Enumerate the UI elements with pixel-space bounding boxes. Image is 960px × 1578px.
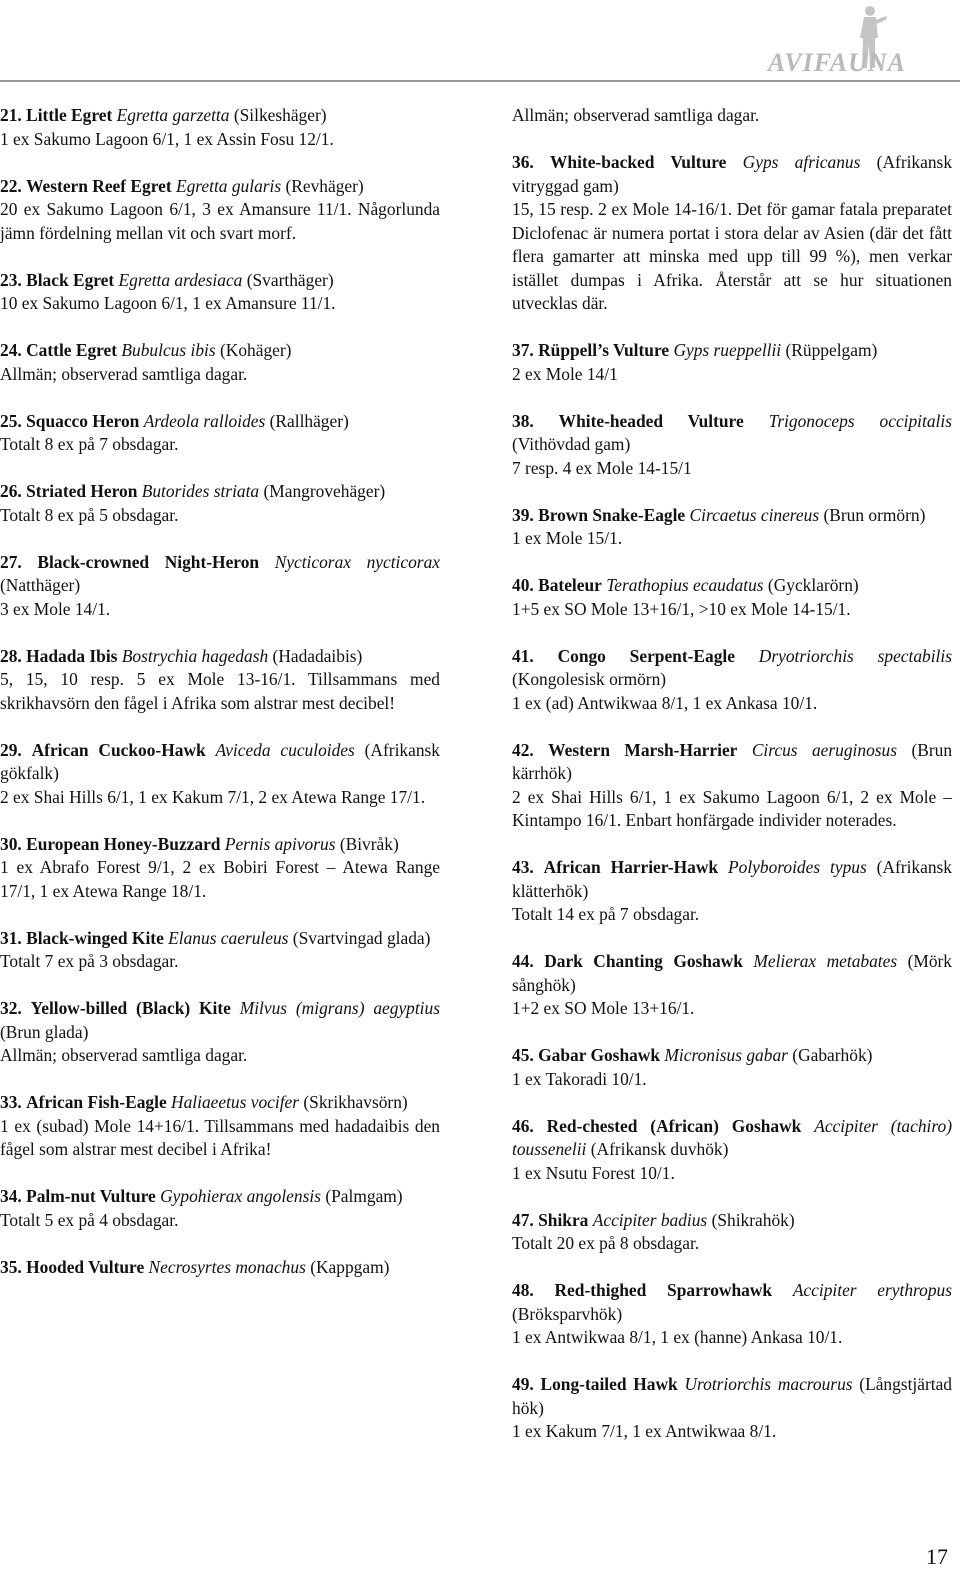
species-entry <box>512 574 952 621</box>
species-heading <box>0 339 440 363</box>
species-entry <box>0 997 440 1068</box>
species-number: 47. <box>512 1209 534 1230</box>
species-entry <box>512 504 952 551</box>
observation-text: Totalt 8 ex på 7 obsdagar. <box>0 434 179 454</box>
swedish-name: (Bivråk) <box>339 833 399 854</box>
observation-text: 1 ex Nsutu Forest 10/1. <box>512 1162 675 1183</box>
species-number: 46. <box>512 1115 534 1136</box>
observation-text: 5, 15, 10 resp. 5 ex Mole 13-16/1. Tillsammans med skrikhavsörn den fågel i Afrika som alstrar mest decibel! <box>0 669 440 713</box>
species-number: 26. <box>0 481 22 501</box>
species-number: 36. <box>512 152 534 172</box>
logo-text: AVIFAUNA <box>767 48 906 77</box>
english-name: Dark Chanting Goshawk <box>544 951 743 971</box>
english-name: Western Reef Egret <box>26 175 172 196</box>
species-number: 35. <box>0 1256 22 1277</box>
swedish-name: (Vithövdad gam) <box>512 434 631 454</box>
english-name: White-backed Vulture <box>550 152 727 172</box>
scientific-name: Butorides striata <box>141 481 260 501</box>
scientific-name: Gyps rueppellii <box>673 340 782 360</box>
observation-text: Totalt 8 ex på 5 obsdagar. <box>0 504 179 525</box>
swedish-name: (Gabarhök) <box>792 1045 873 1065</box>
species-heading <box>0 927 440 951</box>
species-number: 45. <box>512 1045 534 1065</box>
scientific-name: Micronisus gabar <box>664 1045 788 1065</box>
swedish-name: (Shikrahök) <box>711 1209 795 1230</box>
scientific-name: Egretta garzetta <box>116 105 230 125</box>
species-number: 22. <box>0 175 22 196</box>
observation-text: 1 ex Takoradi 10/1. <box>512 1068 647 1089</box>
species-entry <box>512 1115 952 1186</box>
english-name: Palm-nut Vulture <box>26 1186 156 1206</box>
english-name: Brown Snake-Eagle <box>538 504 686 525</box>
scientific-name: Dryotriorchis spectabilis <box>758 645 952 666</box>
species-heading <box>512 1373 952 1420</box>
swedish-name: (Silkeshäger) <box>233 105 327 125</box>
species-number: 32. <box>0 998 22 1018</box>
species-number: 21. <box>0 105 22 125</box>
species-heading <box>0 1091 440 1115</box>
species-entry <box>512 1279 952 1350</box>
observation-text: 15, 15 resp. 2 ex Mole 14-16/1. Det för gamar fatala preparatet Diclofenac är numera portat i stora delar av Asien (där det fått flera gamarter att minska med upp till 99 %), men verkar istället dumpas i Afrika. Återstår att se hur situationen utvecklas där. <box>512 199 952 313</box>
english-name: Bateleur <box>538 575 602 595</box>
species-heading <box>0 480 440 504</box>
species-number: 41. <box>512 645 534 666</box>
species-entry <box>512 151 952 316</box>
observation-text: 3 ex Mole 14/1. <box>0 598 111 619</box>
swedish-name: (Brun glada) <box>0 1021 89 1042</box>
species-heading <box>512 504 952 528</box>
species-entry <box>0 927 440 974</box>
scientific-name: Gypohierax angolensis <box>160 1186 321 1206</box>
english-name: Congo Serpent-Eagle <box>557 645 735 666</box>
scientific-name: Polyboroides typus <box>728 857 867 877</box>
species-entry <box>0 551 440 622</box>
english-name: White-headed Vulture <box>558 410 744 431</box>
english-name: African Fish-Eagle <box>26 1092 167 1112</box>
species-heading <box>512 1115 952 1162</box>
observation-text: 1 ex Kakum 7/1, 1 ex Antwikwaa 8/1. <box>512 1421 777 1441</box>
english-name: Black-winged Kite <box>26 927 164 948</box>
swedish-name: (Afrikansk vitryggad gam) <box>512 152 953 196</box>
scientific-name: Pernis apivorus <box>224 833 336 854</box>
swedish-name: (Långstjärtad hök) <box>512 1374 952 1418</box>
species-number: 44. <box>512 951 534 971</box>
observation-text: Totalt 20 ex på 8 obsdagar. <box>512 1233 700 1253</box>
species-heading <box>0 833 440 857</box>
continued-entry <box>512 104 952 128</box>
scientific-name: Milvus (migrans) aegyptius <box>239 998 440 1018</box>
scientific-name: Terathopius ecaudatus <box>606 575 764 595</box>
observation-text: Allmän; observerad samtliga dagar. <box>0 363 248 384</box>
species-entry <box>512 739 952 833</box>
english-name: Hadada Ibis <box>26 645 118 666</box>
scientific-name: Ardeola ralloides <box>143 410 266 431</box>
swedish-name: (Skrikhavsörn) <box>303 1092 408 1112</box>
swedish-name: (Afrikansk klätterhök) <box>512 857 952 901</box>
scientific-name: Elanus caeruleus <box>168 927 289 948</box>
species-entry <box>0 1091 440 1162</box>
english-name: Red-thighed Sparrowhawk <box>554 1280 773 1300</box>
species-entry <box>512 410 952 481</box>
observation-text: 1+2 ex SO Mole 13+16/1. <box>512 998 695 1018</box>
english-name: Yellow-billed (Black) Kite <box>30 998 231 1018</box>
species-heading <box>0 104 440 128</box>
scientific-name: Aviceda cuculoides <box>215 739 355 760</box>
species-heading <box>512 574 952 598</box>
swedish-name: (Revhäger) <box>285 175 364 196</box>
observation-text: 1 ex (subad) Mole 14+16/1. Tillsammans med hadadaibis den fågel som alstrar mest decibel i Afrika! <box>0 1115 440 1159</box>
observation-text: 1 ex Abrafo Forest 9/1, 2 ex Bobiri Forest – Atewa Range 17/1, 1 ex Atewa Range 18/1. <box>0 857 440 901</box>
species-entry <box>0 269 440 316</box>
scientific-name: Urotriorchis macrourus <box>684 1374 853 1394</box>
species-entry <box>512 1373 952 1444</box>
species-entry <box>0 339 440 386</box>
species-heading <box>0 175 440 199</box>
observation-text: 2 ex Mole 14/1 <box>512 363 618 384</box>
species-entry <box>512 950 952 1021</box>
english-name: Gabar Goshawk <box>538 1045 661 1065</box>
observation-text: 1 ex Antwikwaa 8/1, 1 ex (hanne) Ankasa 10/1. <box>512 1327 843 1347</box>
scientific-name: Gyps africanus <box>742 152 861 172</box>
species-number: 48. <box>512 1280 534 1300</box>
species-entry <box>512 339 952 386</box>
scientific-name: Circaetus cinereus <box>689 504 820 525</box>
swedish-name: (Mangrovehäger) <box>263 481 386 501</box>
observation-text: 7 resp. 4 ex Mole 14-15/1 <box>512 457 692 478</box>
species-entry <box>512 645 952 716</box>
species-heading <box>0 551 440 598</box>
species-heading <box>0 739 440 786</box>
swedish-name: (Afrikansk gökfalk) <box>0 739 440 783</box>
species-number: 27. <box>0 551 22 572</box>
english-name: African Harrier-Hawk <box>543 857 719 877</box>
species-entry <box>0 104 440 151</box>
species-entry <box>0 645 440 716</box>
species-heading <box>0 410 440 434</box>
swedish-name: (Brun ormörn) <box>823 504 926 525</box>
species-number: 24. <box>0 340 22 360</box>
species-entry <box>0 480 440 527</box>
continuation-text: Allmän; observerad samtliga dagar. <box>512 105 760 125</box>
species-number: 25. <box>0 410 22 431</box>
scientific-name: Accipiter badius <box>592 1209 708 1230</box>
scientific-name: Melierax metabates <box>753 951 898 971</box>
species-heading <box>512 410 952 457</box>
species-number: 38. <box>512 410 534 431</box>
scientific-name: Haliaeetus vocifer <box>171 1092 300 1112</box>
observation-text: 1 ex Sakumo Lagoon 6/1, 1 ex Assin Fosu 12/1. <box>0 128 334 149</box>
english-name: Hooded Vulture <box>26 1256 145 1277</box>
species-heading <box>512 950 952 997</box>
species-number: 40. <box>512 575 534 595</box>
species-entry <box>0 175 440 246</box>
scientific-name: Nycticorax nycticorax <box>274 551 440 572</box>
header-rule <box>0 80 960 82</box>
species-heading <box>512 645 952 692</box>
species-number: 28. <box>0 645 22 666</box>
observation-text: 1+5 ex SO Mole 13+16/1, >10 ex Mole 14-15/1. <box>512 598 851 619</box>
english-name: Striated Heron <box>26 481 138 501</box>
species-number: 49. <box>512 1374 534 1394</box>
english-name: Long-tailed Hawk <box>540 1374 678 1394</box>
species-heading <box>0 1256 440 1280</box>
species-number: 33. <box>0 1092 22 1112</box>
english-name: Red-chested (African) Goshawk <box>546 1115 802 1136</box>
species-heading <box>512 1209 952 1233</box>
observation-text: 10 ex Sakumo Lagoon 6/1, 1 ex Amansure 11/1. <box>0 293 336 313</box>
swedish-name: (Palmgam) <box>325 1186 403 1206</box>
swedish-name: (Kongolesisk ormörn) <box>512 669 667 689</box>
observation-text: Totalt 5 ex på 4 obsdagar. <box>0 1209 179 1230</box>
observation-text: 1 ex Mole 15/1. <box>512 528 623 548</box>
swedish-name: (Hadadaibis) <box>272 645 363 666</box>
swedish-name: (Svarthäger) <box>246 269 334 290</box>
observation-text: 1 ex (ad) Antwikwaa 8/1, 1 ex Ankasa 10/1. <box>512 692 818 713</box>
species-entry <box>0 1185 440 1232</box>
species-heading <box>512 739 952 786</box>
english-name: African Cuckoo-Hawk <box>31 739 206 760</box>
scientific-name: Accipiter (tachiro) toussenelii <box>512 1115 952 1159</box>
species-heading <box>512 339 952 363</box>
species-number: 37. <box>512 340 534 360</box>
species-number: 39. <box>512 504 534 525</box>
species-heading <box>0 1185 440 1209</box>
species-entry <box>0 739 440 810</box>
avifauna-logo <box>706 4 906 76</box>
english-name: Cattle Egret <box>26 340 118 360</box>
scientific-name: Egretta gularis <box>175 175 282 196</box>
swedish-name: (Svartvingad glada) <box>292 927 431 948</box>
swedish-name: (Kohäger) <box>219 340 292 360</box>
observation-text: Allmän; observerad samtliga dagar. <box>0 1045 248 1065</box>
species-heading <box>0 997 440 1044</box>
english-name: Shikra <box>538 1209 589 1230</box>
english-name: Rüppell’s Vulture <box>538 340 670 360</box>
species-number: 43. <box>512 857 534 877</box>
left-column <box>0 104 440 1303</box>
species-number: 29. <box>0 739 22 760</box>
swedish-name: (Rallhäger) <box>269 410 349 431</box>
species-entry <box>0 1256 440 1280</box>
swedish-name: (Natthäger) <box>0 575 81 595</box>
scientific-name: Bostrychia hagedash <box>121 645 269 666</box>
species-heading <box>512 856 952 903</box>
species-number: 34. <box>0 1186 22 1206</box>
species-number: 42. <box>512 739 534 760</box>
species-heading <box>512 1279 952 1326</box>
observation-text: Totalt 14 ex på 7 obsdagar. <box>512 904 700 924</box>
english-name: Squacco Heron <box>26 410 140 431</box>
scientific-name: Circus aeruginosus <box>751 739 898 760</box>
species-entry <box>512 856 952 927</box>
species-heading <box>0 269 440 293</box>
observation-text: 2 ex Shai Hills 6/1, 1 ex Sakumo Lagoon 6/1, 2 ex Mole – Kintampo 16/1. Enbart honfärgade individer noterades. <box>512 786 952 830</box>
scientific-name: Egretta ardesiaca <box>118 269 243 290</box>
swedish-name: (Bröksparvhök) <box>512 1303 623 1324</box>
scientific-name: Necrosyrtes monachus <box>148 1256 306 1277</box>
swedish-name: (Afrikansk duvhök) <box>590 1139 729 1159</box>
english-name: European Honey-Buzzard <box>26 833 221 854</box>
species-entry <box>0 410 440 457</box>
swedish-name: (Gycklarörn) <box>767 575 859 595</box>
scientific-name: Bubulcus ibis <box>121 340 216 360</box>
swedish-name: (Brun kärrhök) <box>512 739 953 783</box>
english-name: Little Egret <box>26 105 113 125</box>
swedish-name: (Kappgam) <box>310 1256 390 1277</box>
species-heading <box>512 1044 952 1068</box>
scientific-name: Trigonoceps occipitalis <box>768 410 952 431</box>
observation-text: 20 ex Sakumo Lagoon 6/1, 3 ex Amansure 11/1. Någorlunda jämn fördelning mellan vit och svart morf. <box>0 199 440 243</box>
page-number: 17 <box>926 1544 948 1569</box>
observation-text: Totalt 7 ex på 3 obsdagar. <box>0 951 179 971</box>
species-heading <box>512 151 952 198</box>
scientific-name: Accipiter erythropus <box>792 1280 953 1300</box>
english-name: Western Marsh-Harrier <box>548 739 738 760</box>
right-column <box>512 104 952 1467</box>
species-entry <box>0 833 440 904</box>
english-name: Black Egret <box>26 269 115 290</box>
species-entry <box>512 1044 952 1091</box>
swedish-name: (Rüppelgam) <box>785 340 878 360</box>
observation-text: 2 ex Shai Hills 6/1, 1 ex Kakum 7/1, 2 ex Atewa Range 17/1. <box>0 786 426 807</box>
species-number: 23. <box>0 269 22 290</box>
species-number: 30. <box>0 833 22 854</box>
right-entries <box>512 151 952 1444</box>
swedish-name: (Mörk sånghök) <box>512 951 952 995</box>
english-name: Black-crowned Night-Heron <box>37 551 260 572</box>
species-entry <box>512 1209 952 1256</box>
species-heading <box>0 645 440 669</box>
species-number: 31. <box>0 927 22 948</box>
